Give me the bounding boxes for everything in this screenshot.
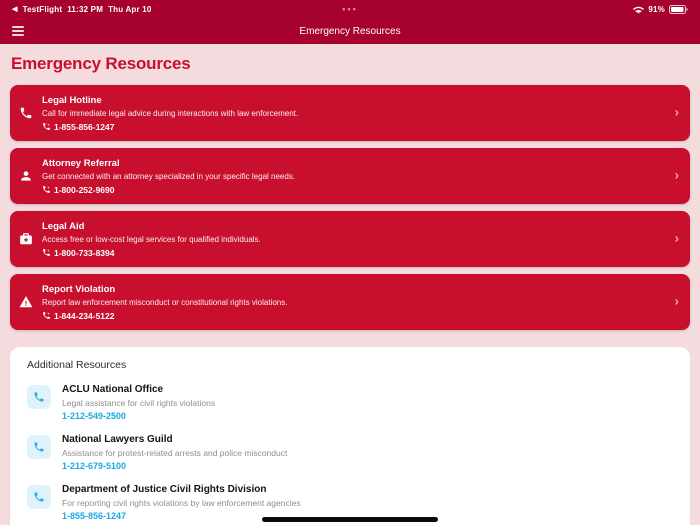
status-left bbox=[12, 5, 152, 14]
card-phone-row[interactable] bbox=[42, 311, 287, 321]
card-phone-row[interactable] bbox=[42, 122, 298, 132]
resource-phone-link[interactable]: 1-855-856-1247 bbox=[62, 511, 127, 521]
card-legal-hotline[interactable] bbox=[10, 85, 690, 141]
card-attorney-referral[interactable] bbox=[10, 148, 690, 204]
medical-bag-icon bbox=[19, 232, 33, 246]
back-to-app-icon[interactable]: ◀ bbox=[12, 5, 18, 13]
phone-call-icon bbox=[42, 185, 51, 194]
card-phone-number: 1-800-733-8394 bbox=[54, 247, 115, 258]
resource-title: ACLU National Office bbox=[62, 384, 164, 395]
card-title: Legal Hotline bbox=[42, 94, 102, 106]
phone-icon bbox=[27, 435, 51, 459]
card-phone-row[interactable] bbox=[42, 185, 295, 195]
home-indicator[interactable] bbox=[262, 517, 438, 522]
card-title: Legal Aid bbox=[42, 220, 85, 232]
resource-item-aclu[interactable] bbox=[27, 384, 673, 421]
card-title: Report Violation bbox=[42, 283, 116, 295]
resource-title: Department of Justice Civil Rights Division bbox=[62, 484, 267, 495]
phone-call-icon bbox=[42, 311, 51, 320]
status-bar bbox=[0, 0, 700, 18]
card-phone-number: 1-855-856-1247 bbox=[54, 121, 115, 132]
card-phone-number: 1-800-252-9690 bbox=[54, 184, 115, 195]
chevron-right-icon: › bbox=[674, 230, 679, 246]
resource-item-doj[interactable] bbox=[27, 484, 673, 521]
card-legal-aid[interactable] bbox=[10, 211, 690, 267]
resource-phone-link[interactable]: 1-212-549-2500 bbox=[62, 411, 127, 421]
card-description: Get connected with an attorney specialized in your specific legal needs. bbox=[42, 171, 296, 181]
resource-description: Assistance for protest-related arrests and police misconduct bbox=[62, 447, 288, 458]
card-phone-number: 1-844-234-5122 bbox=[54, 310, 115, 321]
nav-bar bbox=[0, 18, 700, 44]
status-right bbox=[633, 5, 688, 14]
card-report-violation[interactable] bbox=[10, 274, 690, 330]
additional-resources-panel bbox=[10, 347, 690, 525]
phone-icon bbox=[19, 106, 33, 120]
card-description: Report law enforcement misconduct or constitutional rights violations. bbox=[42, 297, 288, 307]
card-description: Access free or low-cost legal services for qualified individuals. bbox=[42, 234, 261, 244]
resource-title: National Lawyers Guild bbox=[62, 434, 173, 445]
app-header bbox=[0, 0, 700, 44]
wifi-icon bbox=[633, 5, 644, 14]
resource-description: Legal assistance for civil rights violations bbox=[62, 397, 216, 408]
card-description: Call for immediate legal advice during interactions with law enforcement. bbox=[42, 108, 299, 118]
main-content bbox=[0, 54, 700, 525]
status-date: Thu Apr 10 bbox=[108, 4, 152, 14]
resource-item-nlg[interactable] bbox=[27, 434, 673, 471]
person-icon bbox=[19, 169, 33, 183]
chevron-right-icon: › bbox=[674, 167, 679, 183]
phone-call-icon bbox=[42, 248, 51, 257]
card-title: Attorney Referral bbox=[42, 157, 120, 169]
nav-title: Emergency Resources bbox=[299, 25, 401, 37]
phone-icon bbox=[27, 385, 51, 409]
chevron-right-icon: › bbox=[674, 104, 679, 120]
battery-percent: 91% bbox=[648, 4, 665, 14]
page-title: Emergency Resources bbox=[11, 54, 191, 73]
battery-icon bbox=[669, 5, 688, 14]
status-time: 11:32 PM bbox=[67, 4, 104, 14]
card-phone-row[interactable] bbox=[42, 248, 261, 258]
chevron-right-icon: › bbox=[674, 293, 679, 309]
resource-description: For reporting civil rights violations by law enforcement agencies bbox=[62, 497, 301, 508]
status-overflow-dots: ••• bbox=[342, 4, 358, 14]
additional-resources-heading: Additional Resources bbox=[27, 359, 127, 371]
phone-icon bbox=[27, 485, 51, 509]
resource-phone-link[interactable]: 1-212-679-5100 bbox=[62, 461, 127, 471]
phone-call-icon bbox=[42, 122, 51, 131]
warning-icon bbox=[19, 295, 33, 309]
back-to-app-label[interactable]: TestFlight bbox=[22, 4, 63, 14]
